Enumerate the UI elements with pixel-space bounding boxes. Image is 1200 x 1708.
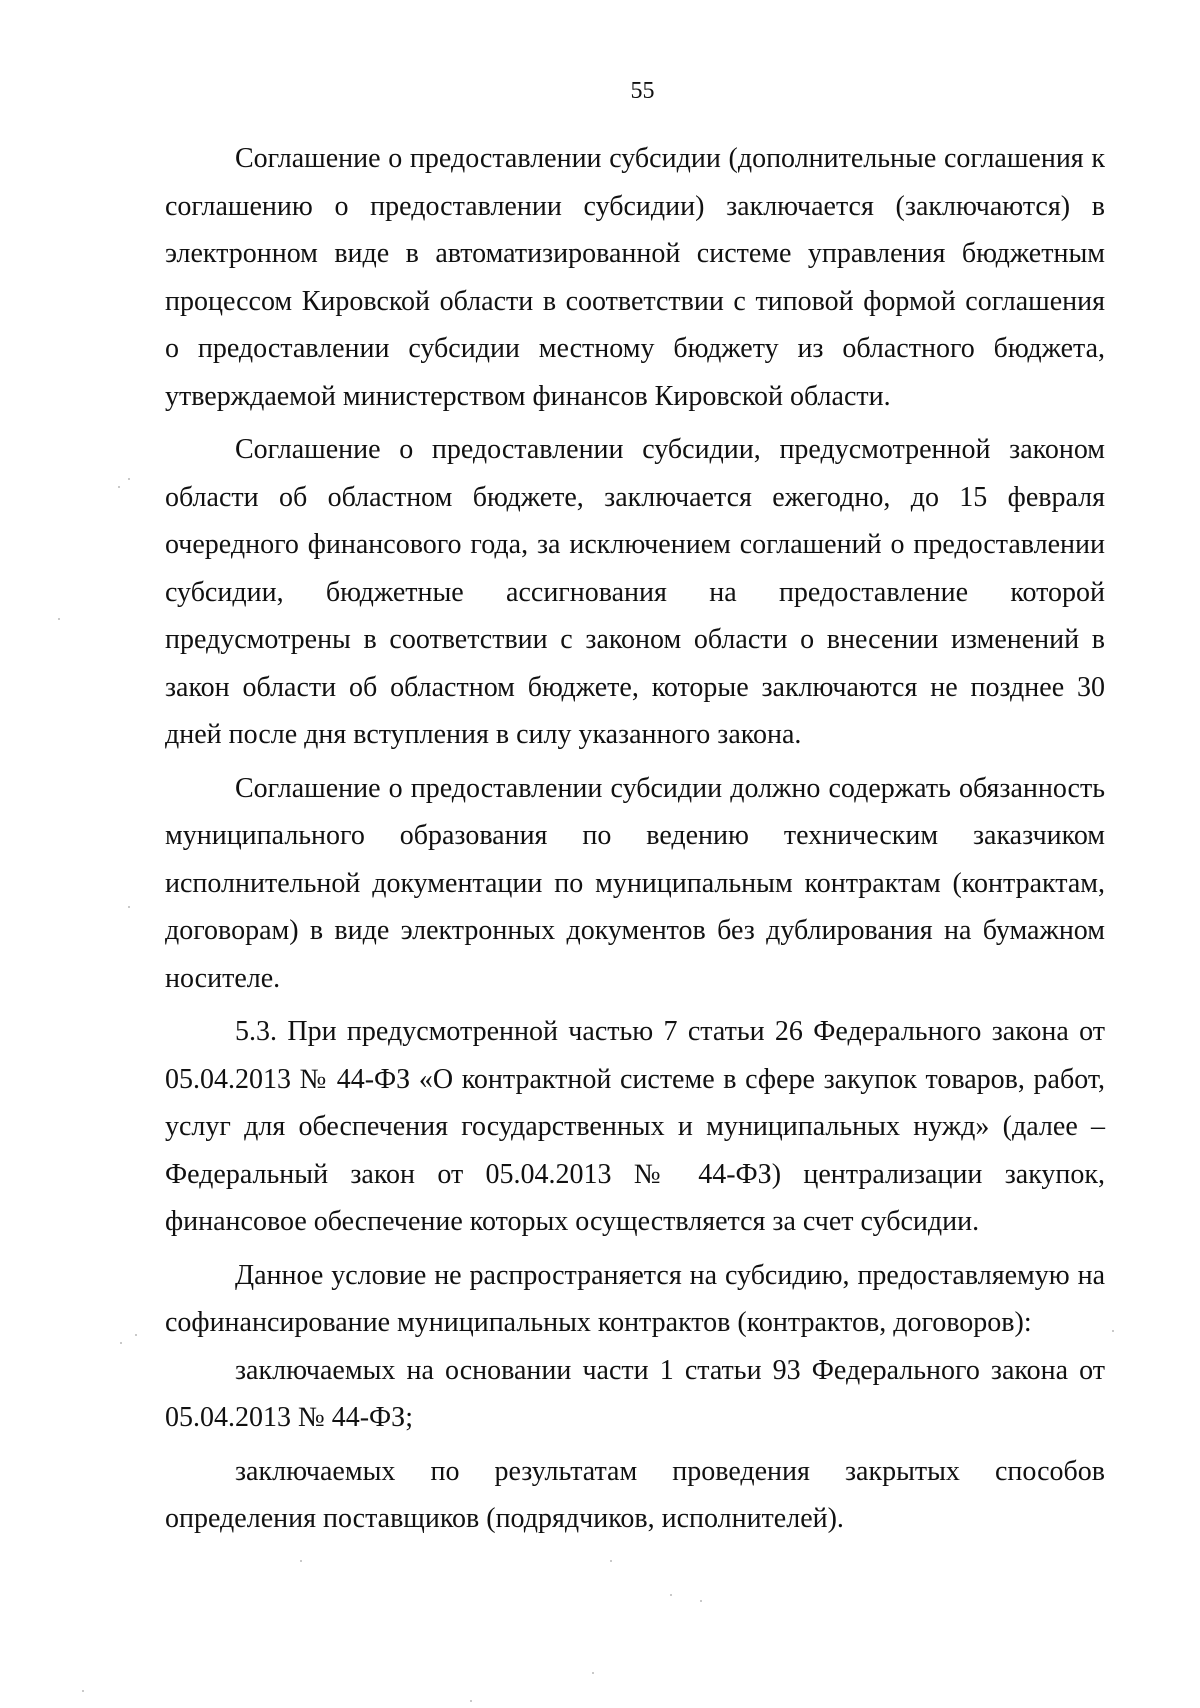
scan-speck: [610, 1560, 612, 1562]
paragraph-condition-exception: Данное условие не распространяется на субсидию, предоставляемую на софинансирование муниципальных контрактов (контрактов, договоров):: [165, 1259, 1105, 1338]
paragraph-agreement-obligations: Соглашение о предоставлении субсидии должно содержать обязанность муниципального образования по ведению техническим заказчиком исполнительной документации по муниципальным контрактам (контрактам, договорам) в виде электронных документов без дублирования на бумажном носителе.: [165, 772, 1105, 994]
scan-speck: [135, 1334, 137, 1336]
scan-speck: [82, 1690, 84, 1692]
scan-speck: [120, 1342, 122, 1344]
page-number: 55: [630, 78, 655, 104]
document-body: [165, 135, 1105, 1543]
scan-speck: [300, 1560, 302, 1562]
list-item-article-93: заключаемых на основании части 1 статьи 93 Федерального закона от 05.04.2013 № 44-ФЗ;: [165, 1354, 1105, 1433]
scan-speck: [470, 1700, 472, 1702]
scan-speck: [118, 486, 120, 488]
scan-speck: [670, 1594, 672, 1596]
scan-speck: [592, 1672, 594, 1674]
scan-speck: [58, 618, 60, 620]
scan-speck: [700, 1600, 702, 1602]
paragraph-agreement-electronic-form: Соглашение о предоставлении субсидии (дополнительные соглашения к соглашению о предоставлении субсидии) заключается (заключаются) в электронном виде в автоматизированной системе управления бюджетным процессом Кировской области в соответствии с типовой формой соглашения о предоставлении субсидии местному бюджету из областного бюджета, утверждаемой министерством финансов Кировской области.: [165, 143, 1105, 412]
paragraph-section-5-3: 5.3. При предусмотренной частью 7 статьи 26 Федерального закона от 05.04.2013 № 44-ФЗ «О контрактной системе в сфере закупок товаров, работ, услуг для обеспечения государственных и муниципальных нужд» (далее – Федеральный закон от 05.04.2013 № 44-ФЗ) централизации закупок, финансовое обеспечение которых осуществляется за счет субсидии.: [165, 1016, 1105, 1237]
scan-speck: [128, 906, 130, 908]
list-item-closed-procurement: заключаемых по результатам проведения закрытых способов определения поставщиков (подрядчиков, исполнителей).: [165, 1455, 1105, 1534]
scan-speck: [1112, 1330, 1114, 1332]
paragraph-agreement-deadline: Соглашение о предоставлении субсидии, предусмотренной законом области об областном бюджете, заключается ежегодно, до 15 февраля очередного финансового года, за исключением соглашений о предоставлении субсидии, бюджетные ассигнования на предоставление которой предусмотрены в соответствии с законом области о внесении изменений в закон области об областном бюджете, которые заключаются не позднее 30 дней после дня вступления в силу указанного закона.: [165, 434, 1105, 750]
scan-speck: [128, 478, 130, 480]
